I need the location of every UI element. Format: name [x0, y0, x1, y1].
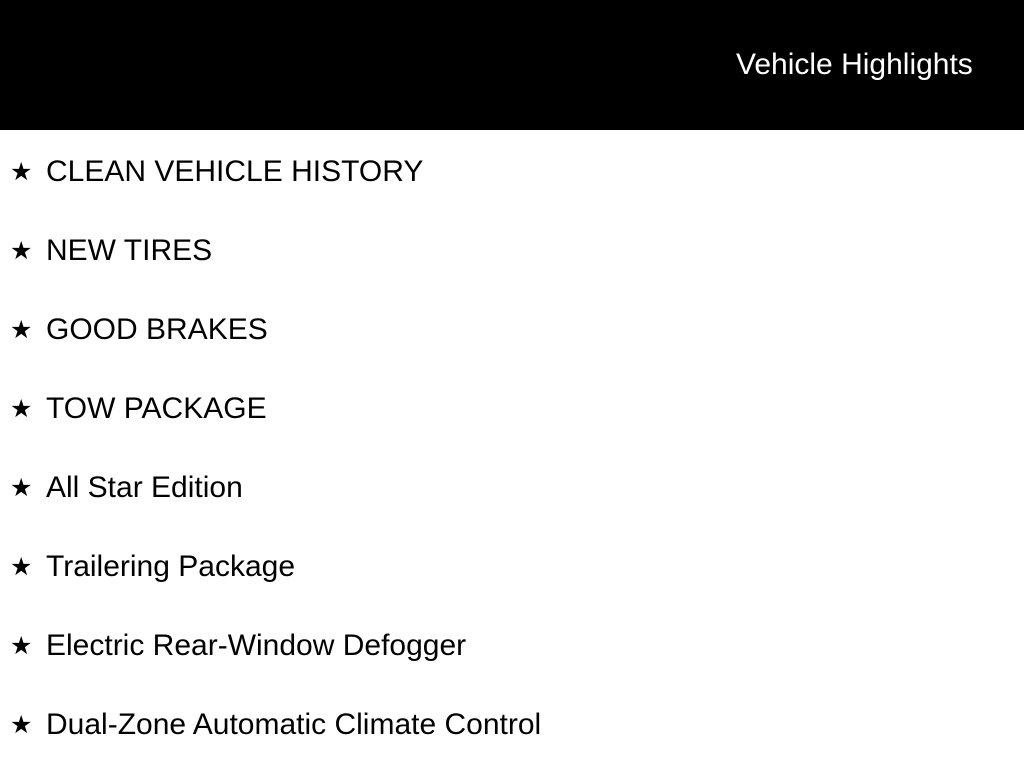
- star-icon: ★: [10, 315, 33, 344]
- list-item-label: CLEAN VEHICLE HISTORY: [46, 155, 424, 188]
- list-item-label: NEW TIRES: [46, 234, 213, 267]
- list-item-label: Dual-Zone Automatic Climate Control: [46, 708, 542, 741]
- page-title: Vehicle Highlights: [736, 48, 973, 81]
- header-bar: [0, 0, 1024, 130]
- list-item-label: TOW PACKAGE: [46, 392, 267, 425]
- star-icon: ★: [10, 473, 33, 502]
- list-item: [10, 211, 1024, 290]
- star-icon: ★: [10, 710, 33, 739]
- star-icon: ★: [10, 157, 33, 186]
- list-item: [10, 448, 1024, 527]
- list-item: [10, 527, 1024, 606]
- star-icon: ★: [10, 394, 33, 423]
- list-item-label: Trailering Package: [46, 550, 296, 583]
- list-item-label: GOOD BRAKES: [46, 313, 268, 346]
- star-icon: ★: [10, 631, 33, 660]
- list-item: [10, 290, 1024, 369]
- list-item: [10, 606, 1024, 685]
- list-item: [10, 132, 1024, 211]
- list-item: [10, 369, 1024, 448]
- list-item-label: All Star Edition: [46, 471, 243, 504]
- vehicle-highlights-list: [0, 130, 1024, 764]
- list-item: [10, 685, 1024, 764]
- star-icon: ★: [10, 236, 33, 265]
- star-icon: ★: [10, 552, 33, 581]
- list-item-label: Electric Rear-Window Defogger: [46, 629, 467, 662]
